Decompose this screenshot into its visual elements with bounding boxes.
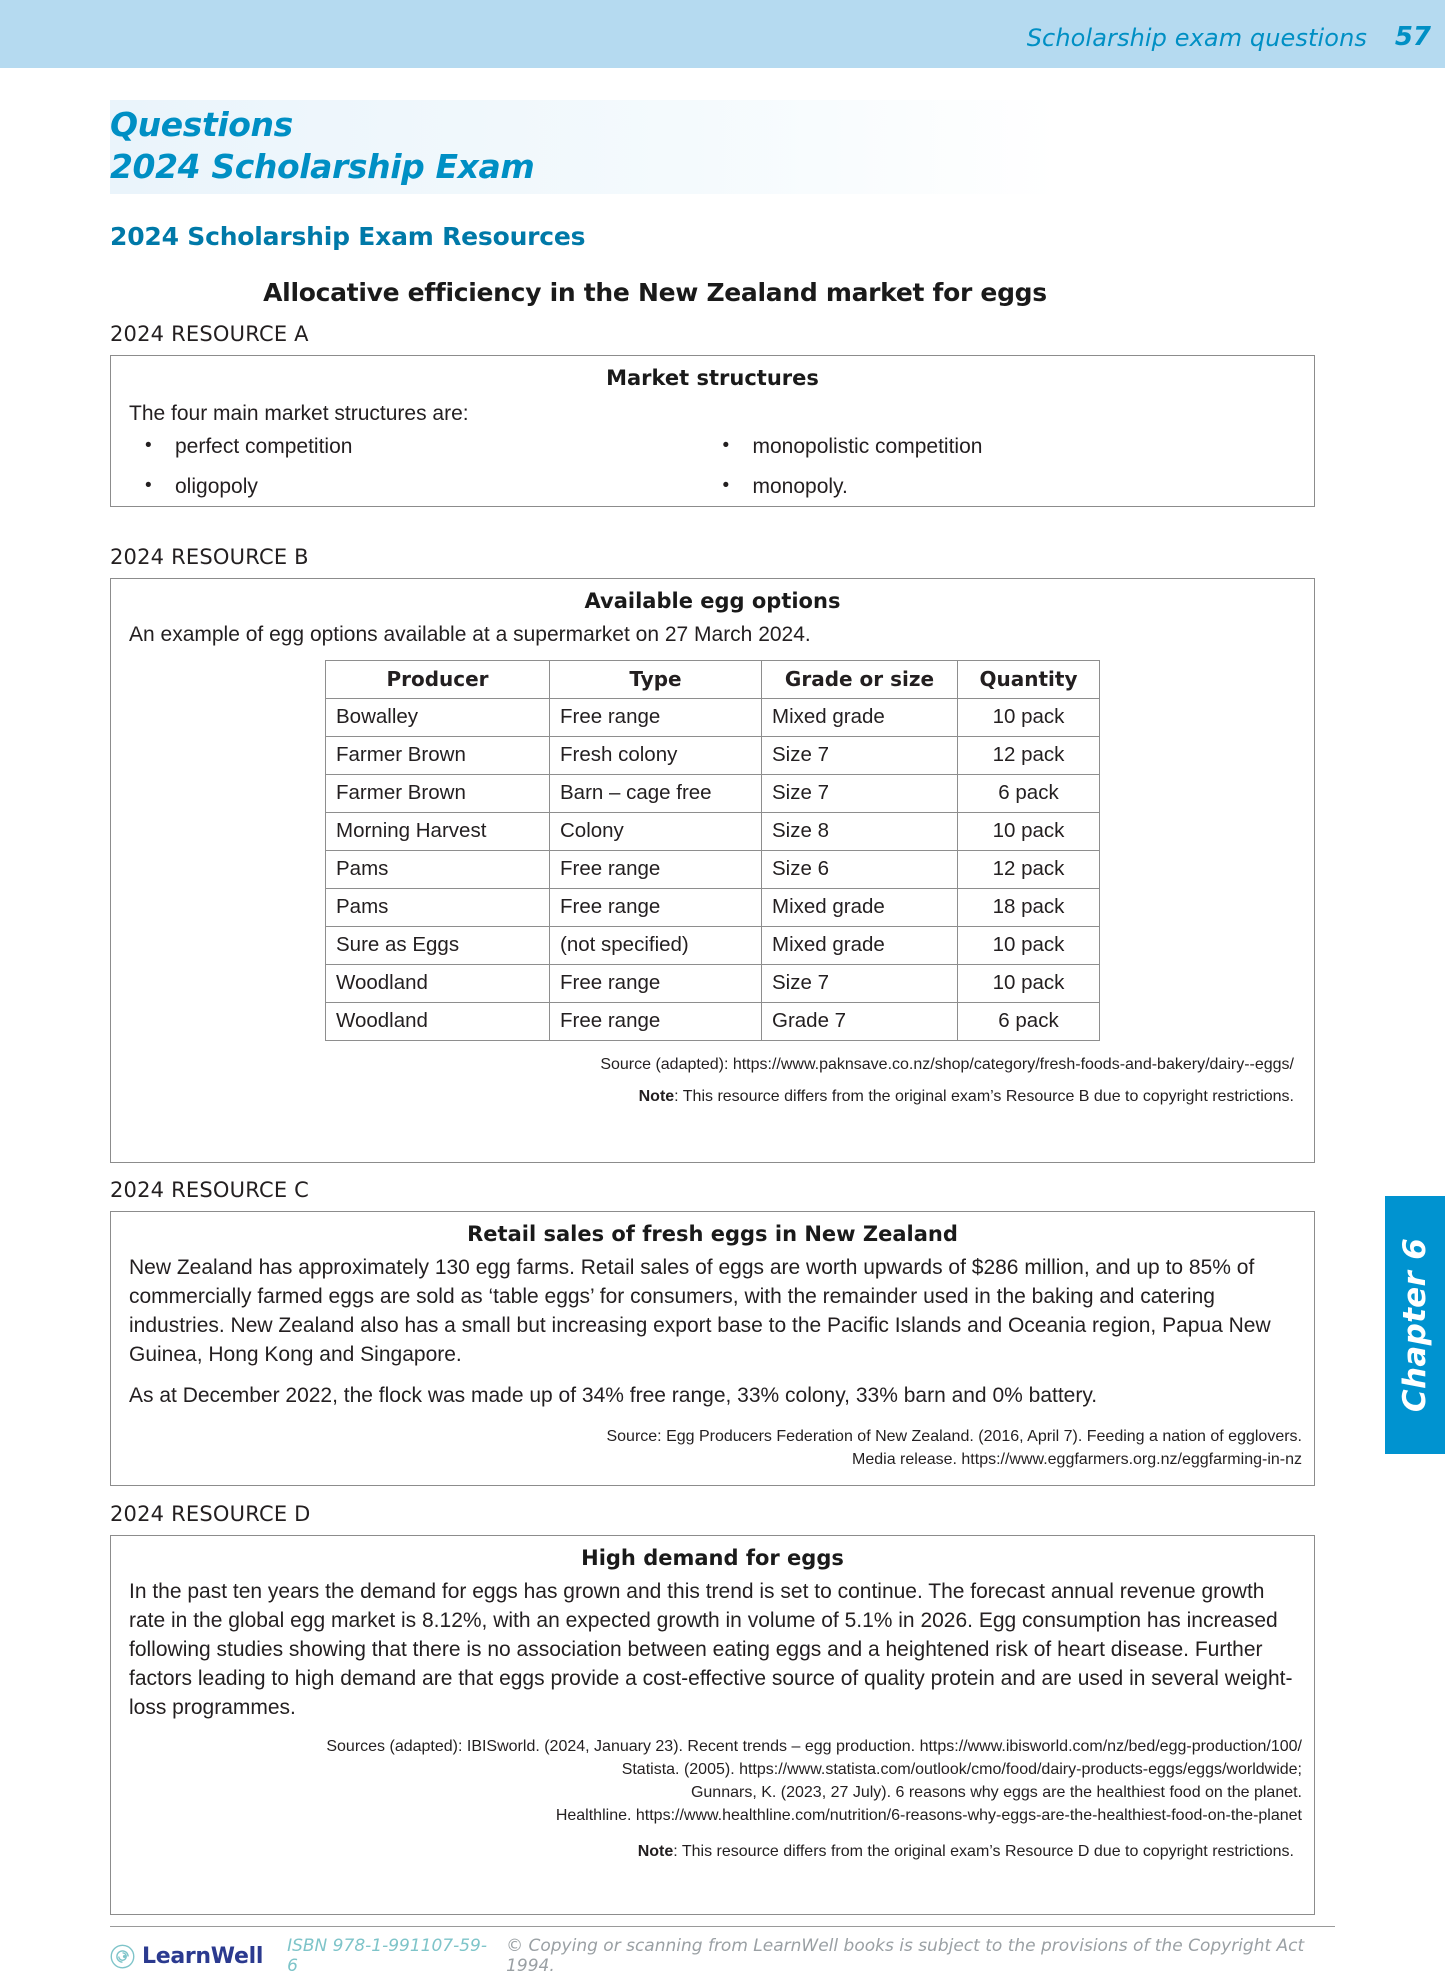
cell-quantity: 10 pack [958, 812, 1100, 850]
bullet-icon: • [722, 475, 730, 497]
cell-grade: Mixed grade [762, 888, 958, 926]
resource-b-title: Available egg options [584, 589, 841, 613]
note-text: : This resource differs from the original exam’s Resource B due to copyright restrictions. [674, 1087, 1294, 1105]
table-row [326, 888, 1100, 926]
column-header-type: Type [550, 660, 762, 698]
section-subheading: 2024 Scholarship Exam Resources [110, 222, 586, 251]
cell-producer: Woodland [326, 964, 550, 1002]
source-line: Media release. https://www.eggfarmers.org.nz/eggfarming-in-nz [852, 1451, 1302, 1469]
note-label: Note [637, 1842, 674, 1860]
source-line: Source: Egg Producers Federation of New Zealand. (2016, April 7). Feeding a nation of egglovers. [606, 1427, 1302, 1445]
table-row [326, 812, 1100, 850]
egg-options-table-body [326, 698, 1100, 1040]
cell-type: Free range [550, 698, 762, 736]
cell-grade: Size 7 [762, 964, 958, 1002]
list-item-label: perfect competition [175, 434, 353, 458]
cell-quantity: 6 pack [958, 774, 1100, 812]
resource-c-label: 2024 RESOURCE C [110, 1178, 310, 1202]
chapter-tab-label: Chapter 6 [1397, 1237, 1433, 1413]
cell-producer: Bowalley [326, 698, 550, 736]
resource-d-title: High demand for eggs [581, 1546, 844, 1570]
cell-type: Free range [550, 964, 762, 1002]
resource-b-source: Source (adapted): https://www.paknsave.co.nz/shop/category/fresh-foods-and-bakery/dairy--eggs/ [600, 1055, 1294, 1073]
list-item [719, 433, 1297, 461]
resource-d-box [110, 1535, 1315, 1915]
resource-a-box [110, 355, 1315, 507]
resource-d-body [111, 1574, 1314, 1723]
market-structures-col-right [719, 433, 1297, 514]
list-item-label: monopoly. [752, 475, 848, 499]
cell-type: Free range [550, 1002, 762, 1040]
resource-c-source [111, 1423, 1314, 1473]
column-header-grade: Grade or size [762, 660, 958, 698]
cell-type: Fresh colony [550, 736, 762, 774]
list-item [719, 473, 1297, 501]
market-structures-col-left [141, 433, 719, 514]
cell-grade: Size 8 [762, 812, 958, 850]
cell-producer: Pams [326, 850, 550, 888]
cell-quantity: 12 pack [958, 736, 1100, 774]
resource-b-note [111, 1077, 1314, 1109]
resource-c-paragraph-2: As at December 2022, the flock was made up of 34% free range, 33% colony, 33% barn and 0% battery. [129, 1383, 1098, 1407]
resource-c-title: Retail sales of fresh eggs in New Zealand [467, 1222, 958, 1246]
cell-producer: Pams [326, 888, 550, 926]
page-title-block [110, 100, 1060, 194]
chapter-tab [1385, 1196, 1445, 1454]
cell-producer: Sure as Eggs [326, 926, 550, 964]
main-heading: Allocative efficiency in the New Zealand market for eggs [263, 278, 1047, 307]
resource-d-source [111, 1735, 1314, 1830]
cell-producer: Farmer Brown [326, 774, 550, 812]
resource-c-body [111, 1250, 1314, 1411]
footer-isbn: ISBN 978-1-991107-59-6 [287, 1936, 488, 1976]
resource-c-paragraph-1: New Zealand has approximately 130 egg farms. Retail sales of eggs are worth upwards of $286 million, and up to 85% of commercially farmed eggs are sold as ‘table eggs’ for consumers, with the remainder used in the baking and catering industries. New Zealand also has a small but increasing export base to the Pacific Islands and Oceania region, Papua New Guinea, Hong Kong and Singapore. [129, 1256, 1271, 1366]
cell-quantity: 10 pack [958, 698, 1100, 736]
list-item-label: monopolistic competition [752, 434, 983, 458]
table-row [326, 926, 1100, 964]
cell-grade: Mixed grade [762, 698, 958, 736]
cell-quantity: 10 pack [958, 926, 1100, 964]
cell-grade: Size 6 [762, 850, 958, 888]
resource-d-note [111, 1830, 1314, 1864]
cell-producer: Farmer Brown [326, 736, 550, 774]
list-item-label: oligopoly [175, 475, 258, 499]
source-line: Gunnars, K. (2023, 27 July). 6 reasons why eggs are the healthiest food on the planet. [690, 1784, 1302, 1802]
page-title-line2: 2024 Scholarship Exam [110, 147, 535, 187]
table-row [326, 736, 1100, 774]
source-line: Statista. (2005). https://www.statista.com/outlook/cmo/food/dairy-products-eggs/eggs/worldwide; [621, 1761, 1302, 1779]
resource-b-label: 2024 RESOURCE B [110, 545, 309, 569]
learnwell-spiral-logo-icon [110, 1944, 135, 1969]
table-header-row [326, 660, 1100, 698]
cell-type: Colony [550, 812, 762, 850]
cell-quantity: 6 pack [958, 1002, 1100, 1040]
footer-copyright: © Copying or scanning from LearnWell books is subject to the provisions of the Copyright Act 1994. [506, 1936, 1305, 1976]
table-row [326, 1002, 1100, 1040]
table-row [326, 850, 1100, 888]
note-text: : This resource differs from the original exam’s Resource D due to copyright restrictions. [673, 1842, 1294, 1860]
column-header-producer: Producer [326, 660, 550, 698]
resource-a-label: 2024 RESOURCE A [110, 322, 309, 346]
cell-quantity: 12 pack [958, 850, 1100, 888]
table-row [326, 698, 1100, 736]
resource-b-box [110, 578, 1315, 1163]
note-label: Note [638, 1087, 675, 1105]
cell-quantity: 18 pack [958, 888, 1100, 926]
cell-type: (not specified) [550, 926, 762, 964]
table-row [326, 774, 1100, 812]
cell-type: Free range [550, 888, 762, 926]
cell-producer: Woodland [326, 1002, 550, 1040]
resource-d-label: 2024 RESOURCE D [110, 1502, 311, 1526]
cell-grade: Mixed grade [762, 926, 958, 964]
bullet-icon: • [145, 475, 152, 497]
resource-b-intro: An example of egg options available at a supermarket on 27 March 2024. [129, 623, 811, 646]
resource-d-paragraph-1: In the past ten years the demand for eggs has grown and this trend is set to continue. The forecast annual revenue growth rate in the global egg market is 8.12%, with an expected growth in volume of 5.1% in 2026. Egg consumption has increased following studies showing that there is no association between eating eggs and a heightened risk of heart disease. Further factors leading to high demand are that eggs provide a cost-effective source of quality protein and are used in several weight-loss programmes. [129, 1580, 1293, 1719]
cell-grade: Grade 7 [762, 1002, 958, 1040]
page-number: 57 [1394, 22, 1431, 52]
bullet-icon: • [145, 434, 152, 456]
list-item [141, 433, 719, 461]
cell-type: Barn – cage free [550, 774, 762, 812]
column-header-quantity: Quantity [958, 660, 1100, 698]
resource-a-intro: The four main market structures are: [129, 402, 469, 425]
table-row [326, 964, 1100, 1002]
source-line: Sources (adapted): IBISworld. (2024, January 23). Recent trends – egg production. https://www.ibisworld.com/nz/bed/egg-production/100/ [326, 1737, 1302, 1755]
cell-quantity: 10 pack [958, 964, 1100, 1002]
bullet-icon: • [722, 434, 730, 456]
page-footer [110, 1926, 1335, 1976]
footer-brand: LearnWell [142, 1943, 264, 1969]
list-item [141, 473, 719, 501]
cell-producer: Morning Harvest [326, 812, 550, 850]
egg-options-table [325, 660, 1100, 1041]
running-head: Scholarship exam questions [1026, 24, 1367, 52]
cell-grade: Size 7 [762, 736, 958, 774]
market-structures-list [111, 429, 1314, 524]
resource-a-title: Market structures [606, 366, 819, 390]
cell-type: Free range [550, 850, 762, 888]
page-title-line1: Questions [110, 105, 293, 144]
cell-grade: Size 7 [762, 774, 958, 812]
source-line: Healthline. https://www.healthline.com/nutrition/6-reasons-why-eggs-are-the-healthiest-food-on-the-planet [555, 1807, 1302, 1825]
resource-c-box [110, 1211, 1315, 1486]
